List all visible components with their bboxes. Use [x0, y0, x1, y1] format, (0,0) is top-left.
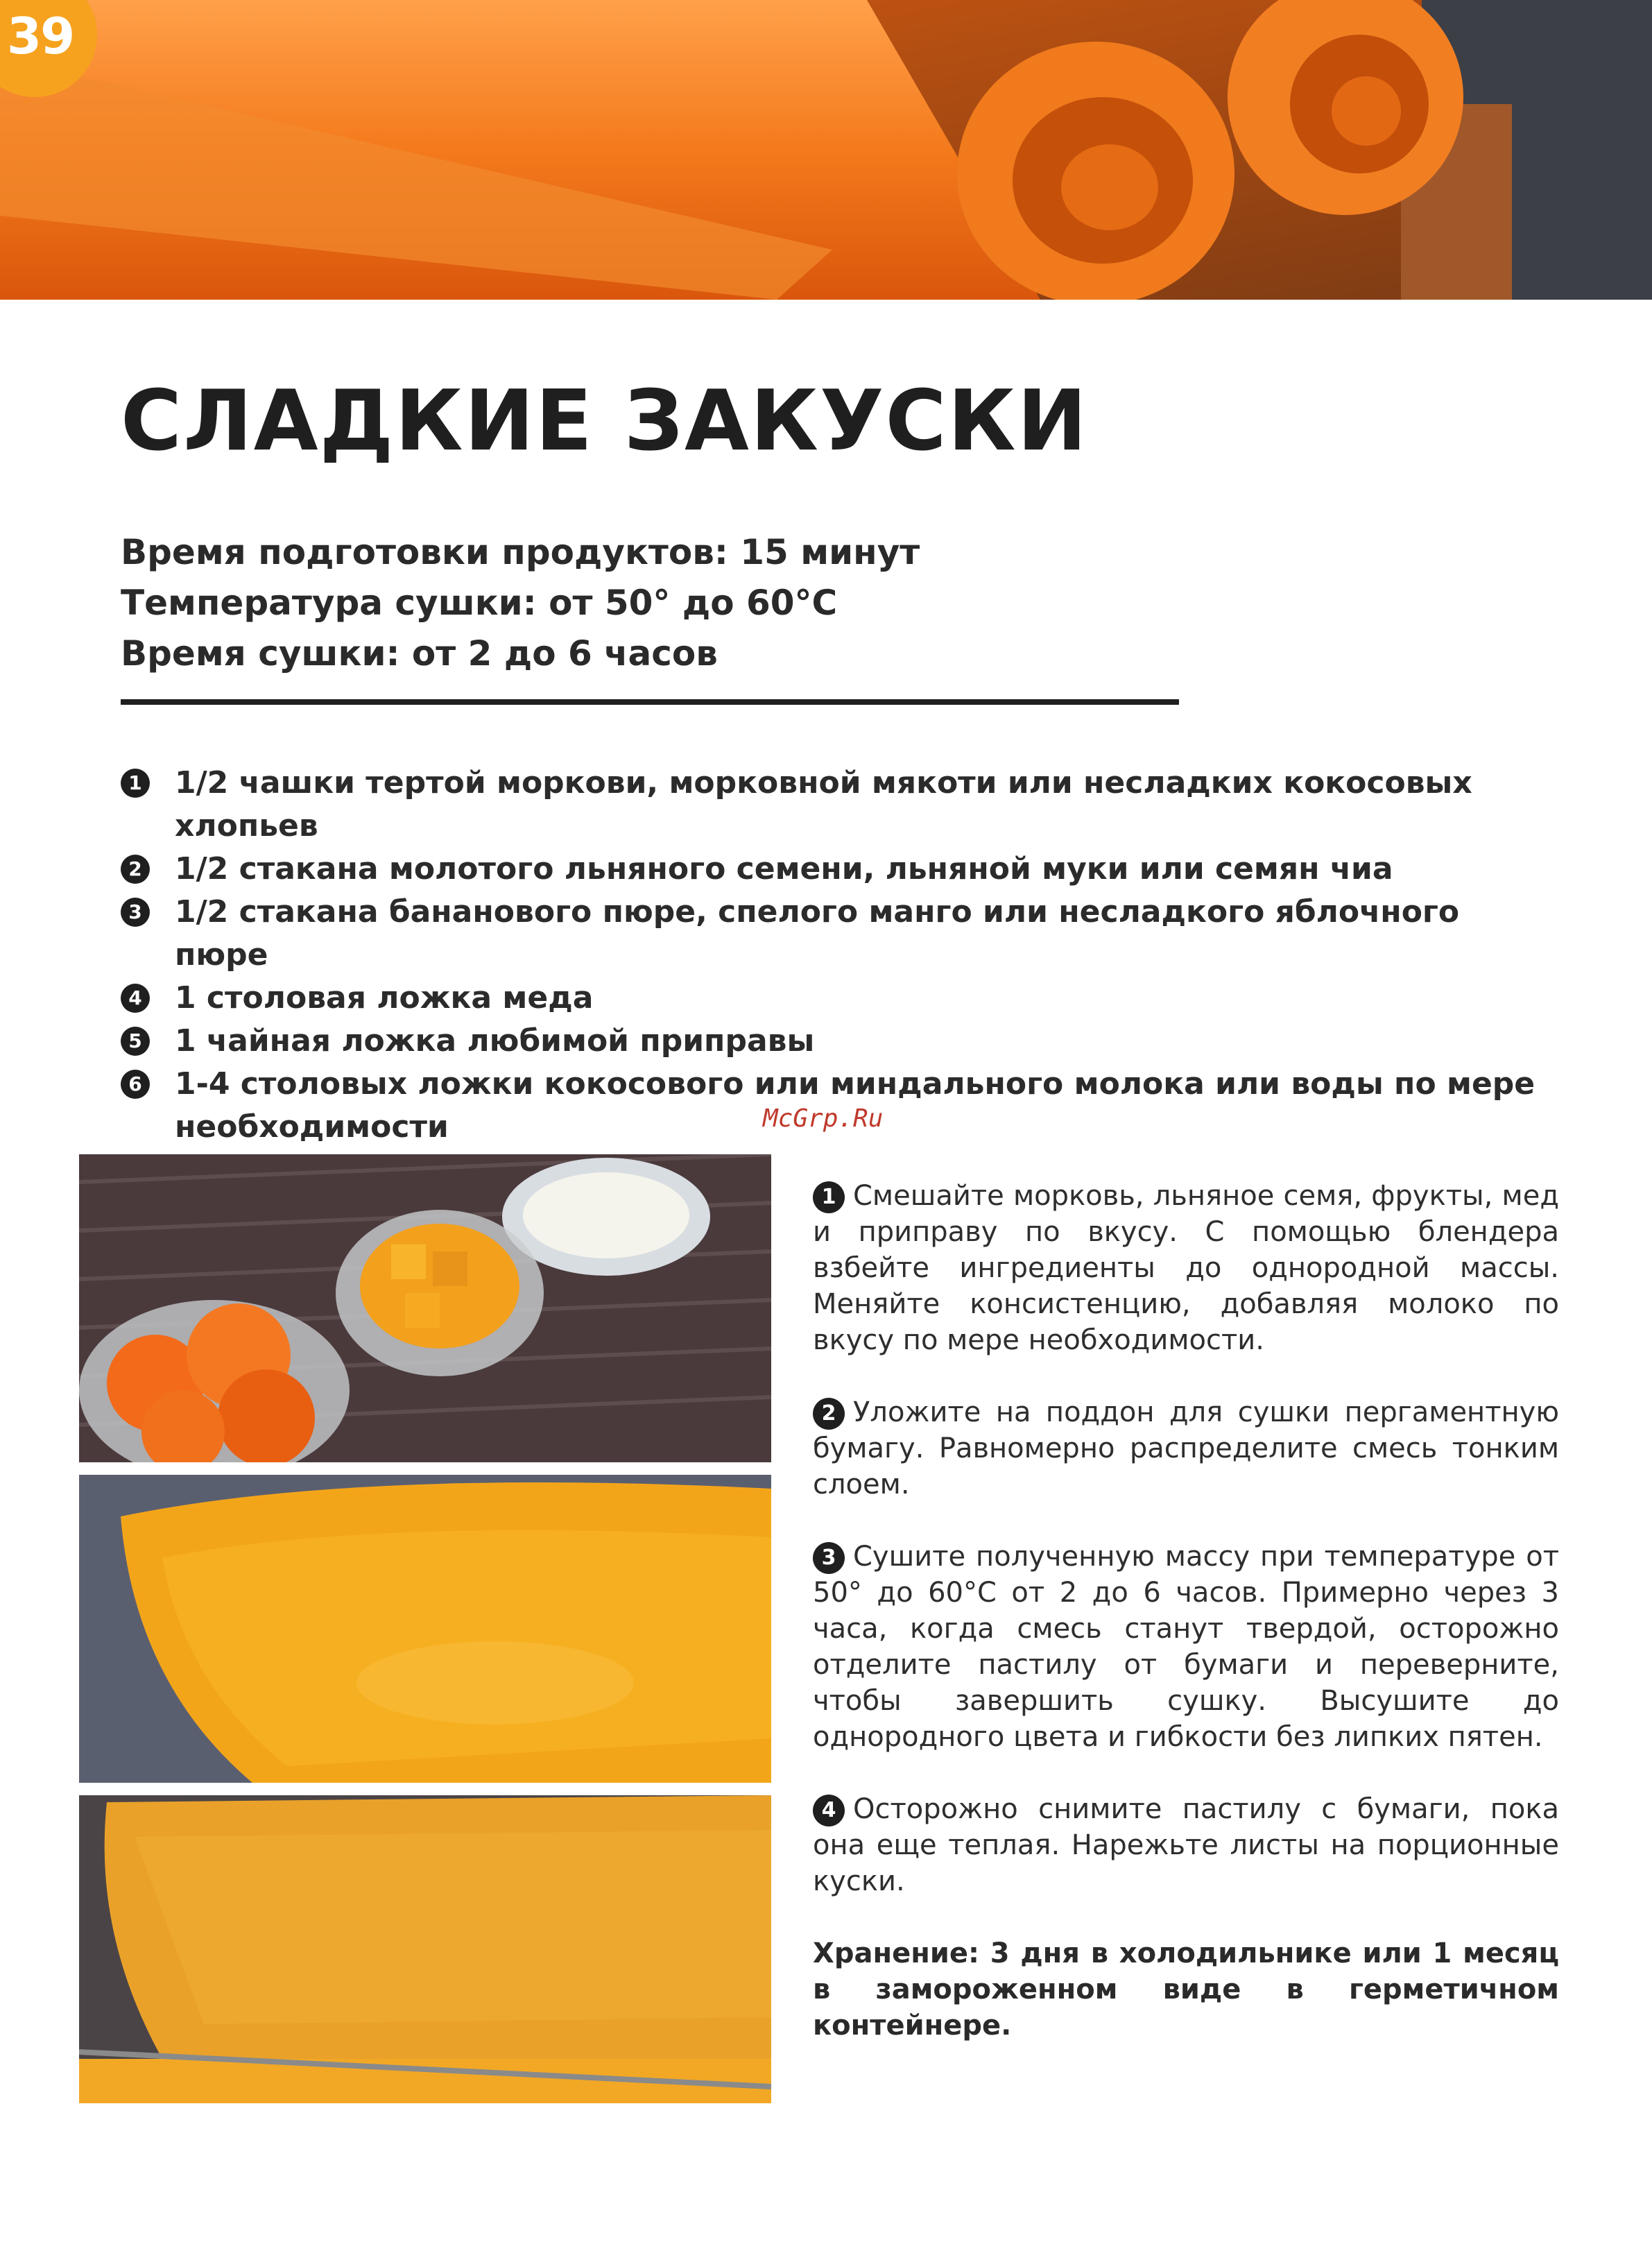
ingredient-item [121, 848, 1542, 891]
step-item [813, 1539, 1559, 1755]
number-badge: 4 [121, 984, 150, 1013]
number-badge: 1 [121, 769, 150, 798]
ingredient-text: 1-4 столовых ложки кокосового или миндального молока или воды по мере необходимости [175, 1066, 1535, 1145]
page-title: СЛАДКИЕ ЗАКУСКИ [121, 373, 1089, 470]
ingredient-item [121, 977, 1542, 1020]
step-text: Сушите полученную массу при температуре от 50° до 60°C от 2 до 6 часов. Примерно через 3 часа, когда смесь станут твердой, осторожно отделите пастилу от бумаги и переверните, чтобы завершить сушку. Высушите до однородного цвета и гибкости без липких пятен. [813, 1541, 1559, 1753]
step-text: Уложите на поддон для сушки пергаментную бумагу. Равномерно распределите смесь тонким слоем. [813, 1396, 1559, 1500]
ingredient-text: 1/2 стакана бананового пюре, спелого манго или несладкого яблочного пюре [175, 894, 1460, 973]
fruit-rolls-photo [0, 0, 1652, 300]
ingredients-list [121, 762, 1542, 1149]
divider [121, 699, 1179, 705]
step-item [813, 1791, 1559, 1899]
step-text: Осторожно снимите пастилу с бумаги, пока она еще теплая. Нарежьте листы на порционные куски. [813, 1793, 1559, 1897]
step-text: Смешайте морковь, льняное семя, фрукты, мед и приправу по вкусу. С помощью блендера взбейте ингредиенты до однородной массы. Меняйте консистенцию, добавляя молоко по вкусу по мере необходимости. [813, 1180, 1559, 1356]
step-item [813, 1178, 1559, 1358]
step-number-badge: 3 [813, 1542, 845, 1574]
recipe-meta [121, 527, 1230, 679]
photo-column [79, 1154, 771, 2116]
step-number-badge: 4 [813, 1795, 845, 1826]
prep-time: Время подготовки продуктов: 15 минут [121, 532, 920, 572]
number-badge: 5 [121, 1027, 150, 1056]
mixture-spread-photo [79, 1475, 771, 1783]
page-number: 39 [7, 7, 74, 65]
number-badge: 3 [121, 898, 150, 927]
drying-time: Время сушки: от 2 до 6 часов [121, 633, 718, 674]
number-badge: 2 [121, 855, 150, 884]
watermark: McGrp.Ru [763, 1104, 884, 1133]
step-number-badge: 1 [813, 1181, 845, 1213]
ingredient-text: 1 столовая ложка меда [175, 980, 594, 1016]
ingredient-text: 1/2 стакана молотого льняного семени, льняной муки или семян чиа [175, 851, 1393, 887]
number-badge: 6 [121, 1070, 150, 1099]
ingredient-text: 1 чайная ложка любимой приправы [175, 1023, 815, 1059]
instructions [813, 1178, 1559, 2044]
step-item [813, 1394, 1559, 1503]
ingredient-item [121, 762, 1542, 848]
drying-temperature: Температура сушки: от 50° до 60°C [121, 583, 838, 623]
step-number-badge: 2 [813, 1398, 845, 1430]
ingredient-item [121, 1020, 1542, 1063]
ingredient-text: 1/2 чашки тертой моркови, морковной мякоти или несладких кокосовых хлопьев [175, 765, 1472, 844]
storage-note: Хранение: 3 дня в холодильнике или 1 месяц в замороженном виде в герметичном контейнере. [813, 1937, 1559, 2042]
dried-leather-photo [79, 1795, 771, 2103]
ingredient-item [121, 891, 1542, 977]
ingredients-photo [79, 1154, 771, 1462]
hero-image [0, 0, 1652, 300]
